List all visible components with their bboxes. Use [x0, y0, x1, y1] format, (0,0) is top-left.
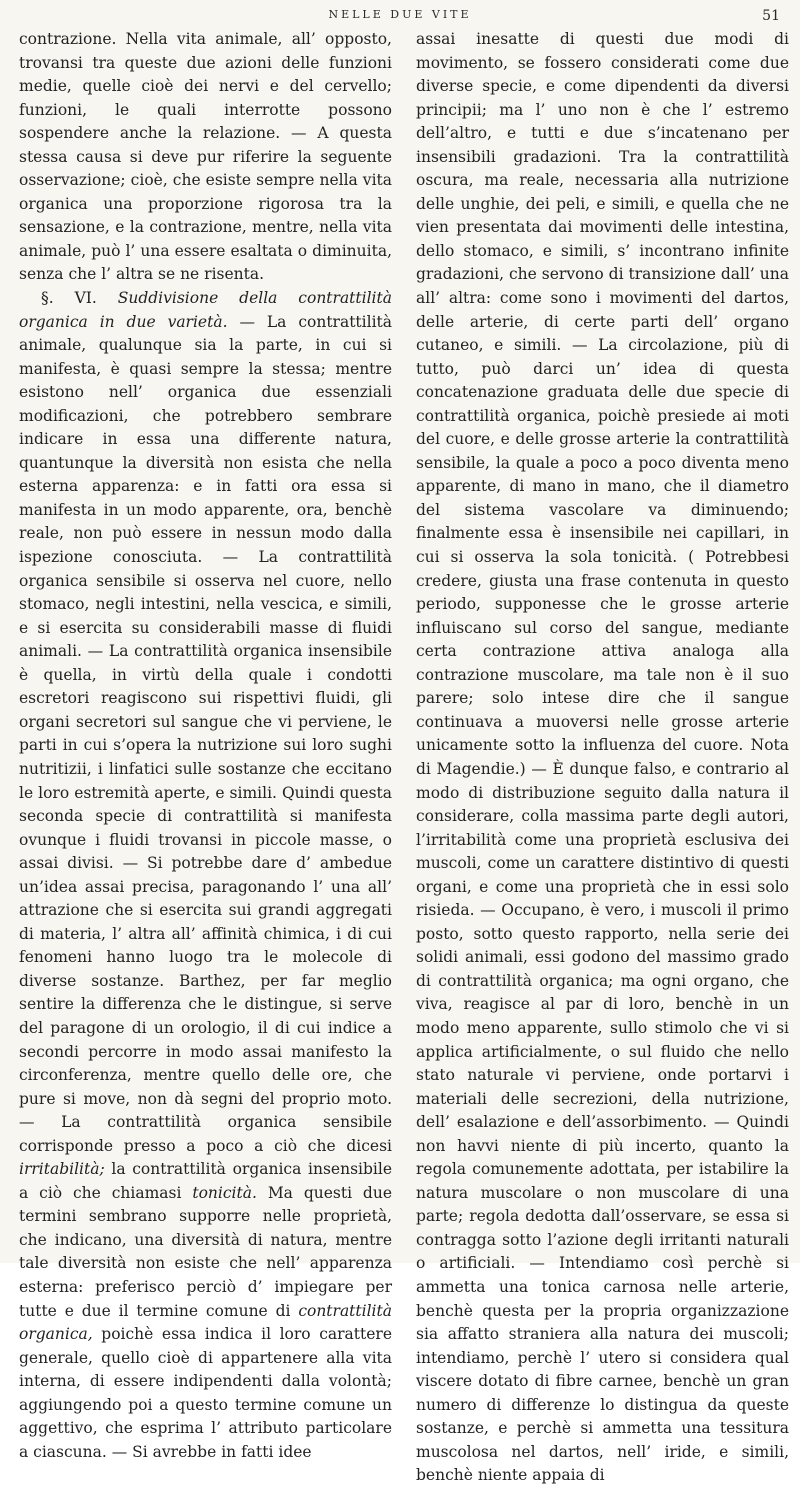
page-header — [20, 8, 780, 28]
paragraph-text: — La contrattilità animale, qualunque sia la parte, in cui si manifesta, è quasi sempre la stessa; mentre esistono nell’ organica due essenziali modificazioni, che potrebbero sembrare indicare in essa una differente natura, quantunque la diversità non esista che nella esterna apparenza: e in fatti ora essa si manifesta in un modo apparente, ora, benchè reale, non può essere in nessun modo dalla ispezione conosciuta. — La contrattilità organica sensibile si osserva nel cuore, nello stomaco, negli intestini, nella vescica, e simili, e si esercita su considerabili masse di fluidi animali. — La contrattilità organica insensibile è quella, in virtù della quale i condotti escretori reagiscono sui rispettivi fluidi, gli organi secretori sul sangue che vi perviene, le parti in cui s’opera la nutrizione sui loro sughi nutritizii, i linfatici sulle sostanze che eccitano le loro estremità aperte, e simili. Quindi questa seconda specie di contrattilità si manifesta ovunque i fluidi trovansi in piccole masse, o assai divisi. — Si potrebbe dare d’ ambedue un’idea assai precisa, paragonando l’ una all’ attrazione che si esercita sui grandi aggregati di materia, l’ altra all’ affinità chimica, i di cui fenomeni hanno luogo tra le molecole di diverse sostanze. Barthez, per far meglio sentire la differenza che le distingue, si serve del paragone di un orologio, il di cui indice a secondi percorre in modo assai manifesto la circonferenza, mentre quello delle ore, che pure si move, non dà segni del proprio moto. — La contrattilità organica sensibile corrisponde presso a poco a ciò che dicesi — [19, 312, 392, 1155]
running-title: NELLE DUE VITE — [328, 8, 472, 21]
term-organic-contractility: contrattilità organica, — [19, 1301, 392, 1344]
term-irritability: irritabilità; — [19, 1160, 105, 1179]
right-column — [416, 28, 789, 1488]
section-title: Suddivisione della contrattilità organica in due varietà. — [19, 289, 392, 331]
section-label: §. VI. — [41, 289, 97, 308]
left-column — [19, 28, 392, 1488]
paragraph: assai inesatte di questi due modi di movimento, se fossero considerati come due diverse specie, e come dipendenti da diversi principii; ma l’ uno non è che l’ estremo dell’altro, e tutti e due s’incatenano per insensibili gradazioni. Tra la contrattilità oscura, ma reale, necessaria alla nutrizione delle unghie, dei peli, e simili, e quella che ne vien presentata dai movimenti delle intestina, dello stomaco, e simili, s’ incontrano infinite gradazioni, che servono di transizione dall’ una all’ altra: come sono i movimenti del dartos, delle arterie, di certe parti dell’ organo cutaneo, e simili. — La circolazione, più di tutto, può darci un’ idea di questa concatenazione graduata delle due specie di contrattilità organica, poichè presiede ai moti del cuore, e delle grosse arterie la contrattilità sensibile, la quale a poco a poco diventa meno apparente, di mano in mano, che il diametro del sistema vascolare va diminuendo; finalmente essa è insensibile nei capillari, in cui si osserva la sola tonicità. ( Potrebbesi credere, giusta una frase contenuta in questo periodo, supponesse che le grosse arterie influiscano sul corso del sangue, mediante certa contrazione attiva analoga alla contrazione muscolare, ma tale non è il suo parere; solo intese dire che il sangue continuava a muoversi nelle grosse arterie unicamente sotto la influenza del cuore. Nota di Magendie.) — È dunque falso, e contrario al modo di distribuzione seguito dalla natura il considerare, colla massima parte degli autori, l’irritabilità come una proprietà esclusiva dei muscoli, come un carattere distintivo di questi organi, e come una proprietà che in essi solo risieda. — Occupano, è vero, i muscoli il primo posto, sotto questo rapporto, nella serie dei solidi animali, essi godono del massimo grado di contrattilità organica; ma ogni organo, che viva, reagisce al par di loro, benchè in un modo meno apparente, sullo stimolo che vi si applica artificialmente, o sul fluido che nello stato naturale vi perviene, onde portarvi i materiali delle secrezioni, della nutrizione, dell’ esalazione e dell’assorbimento. — Quindi non havvi niente di più incerto, quanto la regola comunemente adottata, per istabilire la natura muscolare o non muscolare di una parte; regola dedotta dall’osservare, se essa si contragga sotto l’azione degli irritanti naturali o artificiali. — Intendiamo così perchè si ammetta una tonica carnosa nelle arterie, benchè questa per la propria organizzazione sia affatto straniera alla natura dei muscoli; intendiamo, perchè l’ utero si considera qual viscere dotato di fibre carnee, benchè un gran numero di differenze lo distingua da queste sostanze, e perchè si ammetta una tessitura muscolosa nel dartos, nell’ iride, e simili, benchè niente appaia di — [416, 30, 789, 1485]
paragraph-text: Ma questi due termini sembrano supporre nelle proprietà, che indicano, una diversità di natura, mentre tale diversità non esiste che nell’ apparenza esterna: preferisco perciò d’ impiegare per tutte e due il termine comune di — [19, 1183, 393, 1320]
term-tonicity: tonicità. — [192, 1183, 257, 1202]
text-columns — [19, 28, 789, 1488]
paragraph-text: la contrattilità organica insensibile a ciò che chiamasi — [19, 1160, 392, 1202]
section-paragraph — [19, 287, 392, 1464]
paragraph: contrazione. Nella vita animale, all’ opposto, trovansi tra queste due azioni delle funzioni medie, quelle cioè dei nervi e del cervello; funzioni, le quali interrotte possono sospendere anche la relazione. — A questa stessa causa si deve pur riferire la seguente osservazione; cioè, che esiste sempre nella vita organica una proporzione rigorosa tra la sensazione, e la contrazione, mentre, nella vita animale, può l’ una essere esaltata o diminuita, senza che l’ altra se ne risenta. — [19, 30, 392, 284]
page-number: 51 — [762, 8, 780, 24]
paragraph-text: poichè essa indica il loro carattere generale, quello cioè di appartenere alla vita interna, di essere indipendenti dalla volontà; aggiungendo poi a questo termine comune un aggettivo, che esprima l’ attributo particolare a ciascuna. — Si avrebbe in fatti idee — [19, 1325, 392, 1461]
